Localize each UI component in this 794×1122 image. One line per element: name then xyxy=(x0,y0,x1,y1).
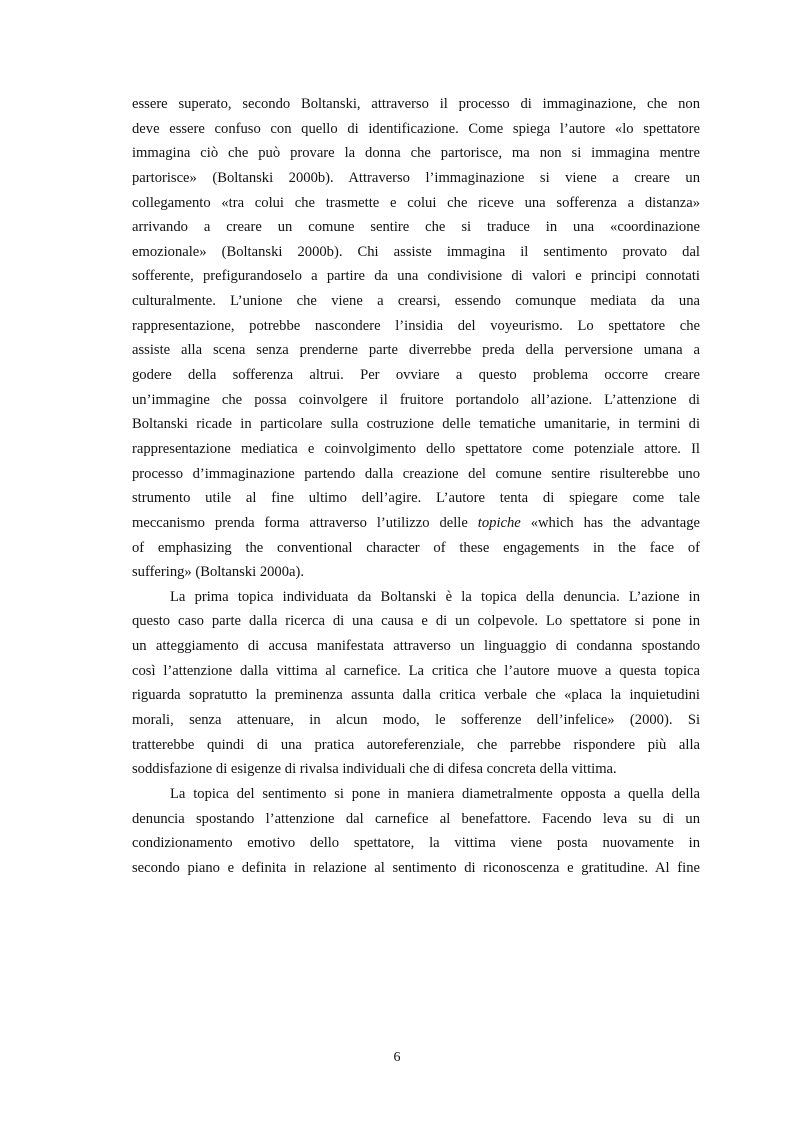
text-line: soddisfazione di esigenze di rivalsa individuali che di difesa concreta della vittima. xyxy=(132,761,617,778)
text-segment: «which has the advantage xyxy=(520,514,700,531)
text-line: riguarda sopratutto la preminenza assunta dalla critica verbale che «placa la inquietudini xyxy=(132,687,700,704)
text-line: deve essere confuso con quello di identificazione. Come spiega l’autore «lo spettatore xyxy=(132,120,700,137)
text-line: suffering» (Boltanski 2000a). xyxy=(132,564,304,581)
text-line: arrivando a creare un comune sentire che si traduce in una «coordinazione xyxy=(132,219,700,236)
text-line: godere della sofferenza altrui. Per ovviare a questo problema occorre creare xyxy=(132,367,700,384)
text-line: morali, senza attenuare, in alcun modo, le sofferenze dell’infelice» (2000). Si xyxy=(132,712,700,729)
italic-term: topiche xyxy=(477,514,521,531)
body-text xyxy=(132,92,700,881)
text-line: sofferente, prefigurandoselo a partire da una condivisione di valori e principi connotati xyxy=(132,268,700,285)
text-line: secondo piano e definita in relazione al sentimento di riconoscenza e gratitudine. Al fine xyxy=(132,859,700,876)
page-number: 6 xyxy=(393,1050,401,1065)
text-line: rappresentazione, potrebbe nascondere l’insidia del voyeurismo. Lo spettatore che xyxy=(132,317,700,334)
text-line: denuncia spostando l’attenzione dal carnefice al benefattore. Facendo leva su di un xyxy=(132,810,700,827)
text-line: collegamento «tra colui che trasmette e colui che riceve una sofferenza a distanza» xyxy=(132,194,700,211)
text-line: condizionamento emotivo dello spettatore, la vittima viene posta nuovamente in xyxy=(132,835,700,852)
text-line: emozionale» (Boltanski 2000b). Chi assiste immagina il sentimento provato dal xyxy=(132,243,700,260)
text-line: immagina ciò che può provare la donna che partorisce, ma non si immagina mentre xyxy=(132,145,700,162)
text-line: La prima topica individuata da Boltanski è la topica della denuncia. L’azione in xyxy=(170,588,700,605)
text-line: partorisce» (Boltanski 2000b). Attraverso l’immaginazione si viene a creare un xyxy=(132,169,700,186)
text-line: assiste alla scena senza prenderne parte diverrebbe preda della perversione umana a xyxy=(132,342,700,359)
text-line: essere superato, secondo Boltanski, attraverso il processo di immaginazione, che non xyxy=(132,96,700,112)
text-line: un atteggiamento di accusa manifestata attraverso un linguaggio di condanna spostando xyxy=(132,638,700,655)
text-line: così l’attenzione dalla vittima al carnefice. La critica che l’autore muove a questa topica xyxy=(132,662,700,679)
text-line: tratterebbe quindi di una pratica autoreferenziale, che parrebbe rispondere più alla xyxy=(132,736,700,753)
text-line: culturalmente. L’unione che viene a crearsi, essendo comunque mediata da una xyxy=(132,293,700,310)
text-line: rappresentazione mediatica e coinvolgimento dello spettatore come potenziale attore. Il xyxy=(132,440,700,457)
text-line: of emphasizing the conventional character of these engagements in the face of xyxy=(132,539,700,556)
text-line xyxy=(132,511,700,536)
text-line: questo caso parte dalla ricerca di una causa e di un colpevole. Lo spettatore si pone in xyxy=(132,613,700,630)
text-line: Boltanski ricade in particolare sulla costruzione delle tematiche umanitarie, in termini di xyxy=(132,416,700,433)
text-line: La topica del sentimento si pone in maniera diametralmente opposta a quella della xyxy=(170,785,700,802)
text-line: strumento utile al fine ultimo dell’agire. L’autore tenta di spiegare come tale xyxy=(132,490,700,507)
text-segment: meccanismo prenda forma attraverso l’utilizzo delle xyxy=(132,514,478,531)
text-line: processo d’immaginazione partendo dalla creazione del comune sentire risulterebbe uno xyxy=(132,465,700,482)
text-line: un’immagine che possa coinvolgere il fruitore portandolo all’azione. L’attenzione di xyxy=(132,391,700,408)
